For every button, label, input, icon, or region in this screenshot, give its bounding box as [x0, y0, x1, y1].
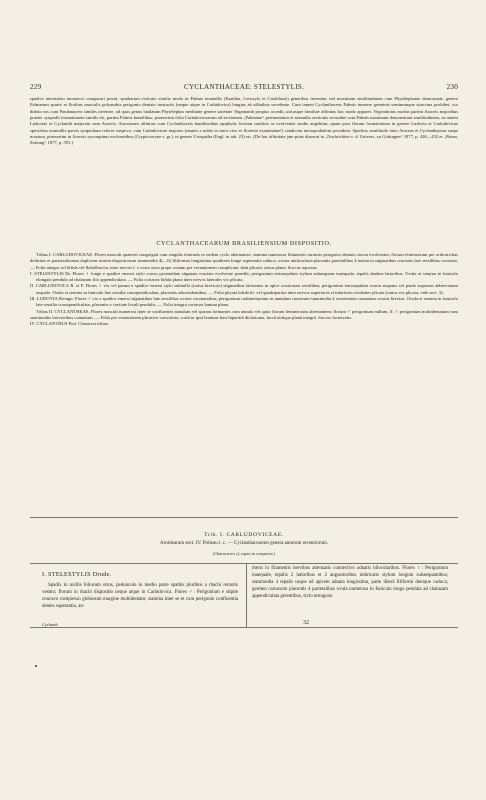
right-column-text: theris in filamentis brevibus attenuatis connectivo adnatis bilocularibus. Flores ♀: Perigonium inaequale, tepalis 2 latioribus et 2 angustioribus imbricatis stylum longum subaequantibus; staminodia 4 tepalis usque ad apicem adnata longissima, parte liberâ filiformi denique caduca; germen carnosum placentis 4 parietalibus ovula numerosa in funiculo longo pendula ad chalazam appendiculata gerentibus, stylo tetragono: [252, 566, 448, 599]
genus-entry: IV. CYCLANTHUS Poit. Character tribus.: [30, 321, 109, 327]
ink-mark: [35, 665, 37, 667]
running-header: [30, 83, 458, 93]
tribus-entry: Tribus II. CYCLANTHEAE. Flores masculi numerosi inter se confluentes annulum vel spiram formantes cum annulo vel spira florum femineorum alternantem; florum ♂ perigonium nullum, fl. ♀ perigonium multidentatum cum staminodiis brevioribus connatum. — Folia per vernationem plicativo-convoluta, costâ in ipsâ laminae basi bipartitâ dichotoma, furcâ utrâque planâ integrâ. Succus lactescens.: [30, 308, 458, 320]
tribe-subheading: Aroidearum sect. IV. Poiteau l. c. — Cyclanthacearum genera autorum recentiorum.: [159, 541, 329, 546]
right-column: [252, 565, 448, 600]
genus-entry: I. STELESTYLIS Dr. Flores ♀ longe e spadice emersi stylo crasso pyramidato stigmata cruciata evolvente praediti; perigonium tetrasepalum stylum subaequans inaequale, tepalis duobus latioribus. Ovula et semina in funiculo elongato pendula ad chalazam filo appendiculata. — Folia coriacea bifida plana inter nervos laterales vix plicata.: [30, 270, 458, 283]
page-number-left: 229: [30, 83, 42, 91]
divider-rule: [30, 563, 458, 564]
intro-paragraph: spadice intermixto monoecis comparari possit. spatharum evolutio similis modo in Palmis nonnullis (Kunthia, Ceroxylo et Catoblasto) generibus invenitur sed maximam similitudinem cum Phytelephante demonstrat, genere Palmarum spurio et floribus masculis polyandris perigonio dentato instructis (neque atque in Carludovica) longius ab affinibus secedente. Cum tamen Cyclanthaceas Palmis inserere germinis seminumque structura prohibet, vix dubito eas cum Pandanaceis similes invenire, ad quas genus laudatum Phytelephas mediante genere satietate Tegamandi propius accedit, utriusque familiae affinitas hoc modo apparet. Vegetationis modus partim Araceis majoribus praeter synpodii formationem similis est, partim Palmis humilibus; praesertim folia Carludovicearum ad sectionem „Palmatae“ pertinentium et nonnulla sectionis secundae cum Palmis maximam demonstrant similitudinem, ea autem Ludoviae et Cyclanthi majorem cum Araceis. Aracearum affinitas cum Cyclanthaceis humilioribus epiphytis foresan candicis se evolventis studio augebitur, quam post florum formationem in genere Ludovia et Carludovicae speciebus nonnullis parvis synpodium referre suspicor, cum Carludovicae majores (omnes a nobis in statu vivo et florente examinatae!) candicem monopodialem possident. Spadicis similitudo inter Araceas et Cyclanthaceas saepe maxima, praesertim in Araceis syncarpium evolventibus (Cryptocoryne s. gr.), in genere Urospatha (Engl. in tab. 23) etc. (De hac affinitate jam prius disserui in „Nachrichten v. d. Univers. zu Göttingen“ 1877, p. 426—432 et „Botan. Zeitung“ 1877, p. 591.): [30, 96, 458, 146]
left-column-text: Spadix in axillis foliorum ortus, pedunculo in medio parte spathis pluribus a rhachi remotis vestito; florum in rhachi dispositio neque atque in Carludovica. Flores ♂: Perigonium e stipite concavo compresso globosum margine multidentato; stamina inter se et cum perigonio confluentia dentes superantia, an-: [42, 583, 238, 609]
genus-title: I. STELESTYLIS Drude.: [42, 571, 112, 578]
signature-number: 32: [303, 620, 309, 626]
page-number-right: 230: [446, 83, 458, 91]
genus-entry: II. CARLUDOVICA R. et P. Flores ♀ vix vel parum e spadice emersi stylo subnullo (rarius breviore) stigmatibus latissimis in apice ovariorum sessilibus; perigonium tetrasepalum ovaria aequans vel paulo superans abbreviatum aequale. Ovula et semina in funiculo late sessilia crassipendiculata, placentis adscendentibus. — Folia plicata bifida bi- vel quadripartita inter nervos superiores et inferiores evidenter plicata (rarius vix plicata; vide sect. 3).: [30, 283, 458, 295]
tribe-note: (Characteres cf. supra in conspectu.): [212, 551, 276, 556]
divider-rule: [30, 517, 458, 518]
taxa-key: [30, 252, 458, 328]
divider-rule: [30, 627, 458, 628]
column-divider: [246, 563, 247, 627]
left-column: [42, 571, 238, 610]
section-title: CYCLANTHACEARUM BRASILIENSIUM DISPOSITIO.: [156, 240, 332, 247]
running-title: CYCLANTHACEAE: STELESTYLIS.: [184, 83, 304, 91]
tribe-heading: Trib. I. CARLUDOVICEAE.: [204, 532, 284, 538]
tribus-entry: Tribus I. CARLUDOVICEAE. Flores masculi quaterni congregati cum singulis femineis in eodem cyclo alternantes, stamina numerosa filamentis carnosis perigonio dentato cincta evolventes; florum femineorum per orthostichas definitas et parastichiarum duplicem seriem dispositorum staminodia 4(—6) filiformia longissima spadicem longe superantia caduca, ovaria unilocularia placentis parietalibus 4 instructa stigmatibus cruciatis late sessilibus coronata. — Folia integra vel bifida vel flabellisecta, inter nervos I. e costa ortos prope costam per vernationem complicata, dein plicata, rarius plana. Succus aquosus.: [30, 252, 458, 270]
genus-entry: III. LUDOVIA Brongn. Flores ♀ vix e spadice emersi stigmatibus late sessilibus ovaria coronantibus; perigonium rudimentarium in annulum carnosum staminodia 4 exserentem connatum ovariis brevius. Ovula et semina in funiculo late sessilia crassipendiculata, placentis e cavitate loculi pendulis. — Folia integra coriacea lamina plana.: [30, 296, 458, 308]
signature-mark: Cyclanth.: [42, 622, 59, 627]
